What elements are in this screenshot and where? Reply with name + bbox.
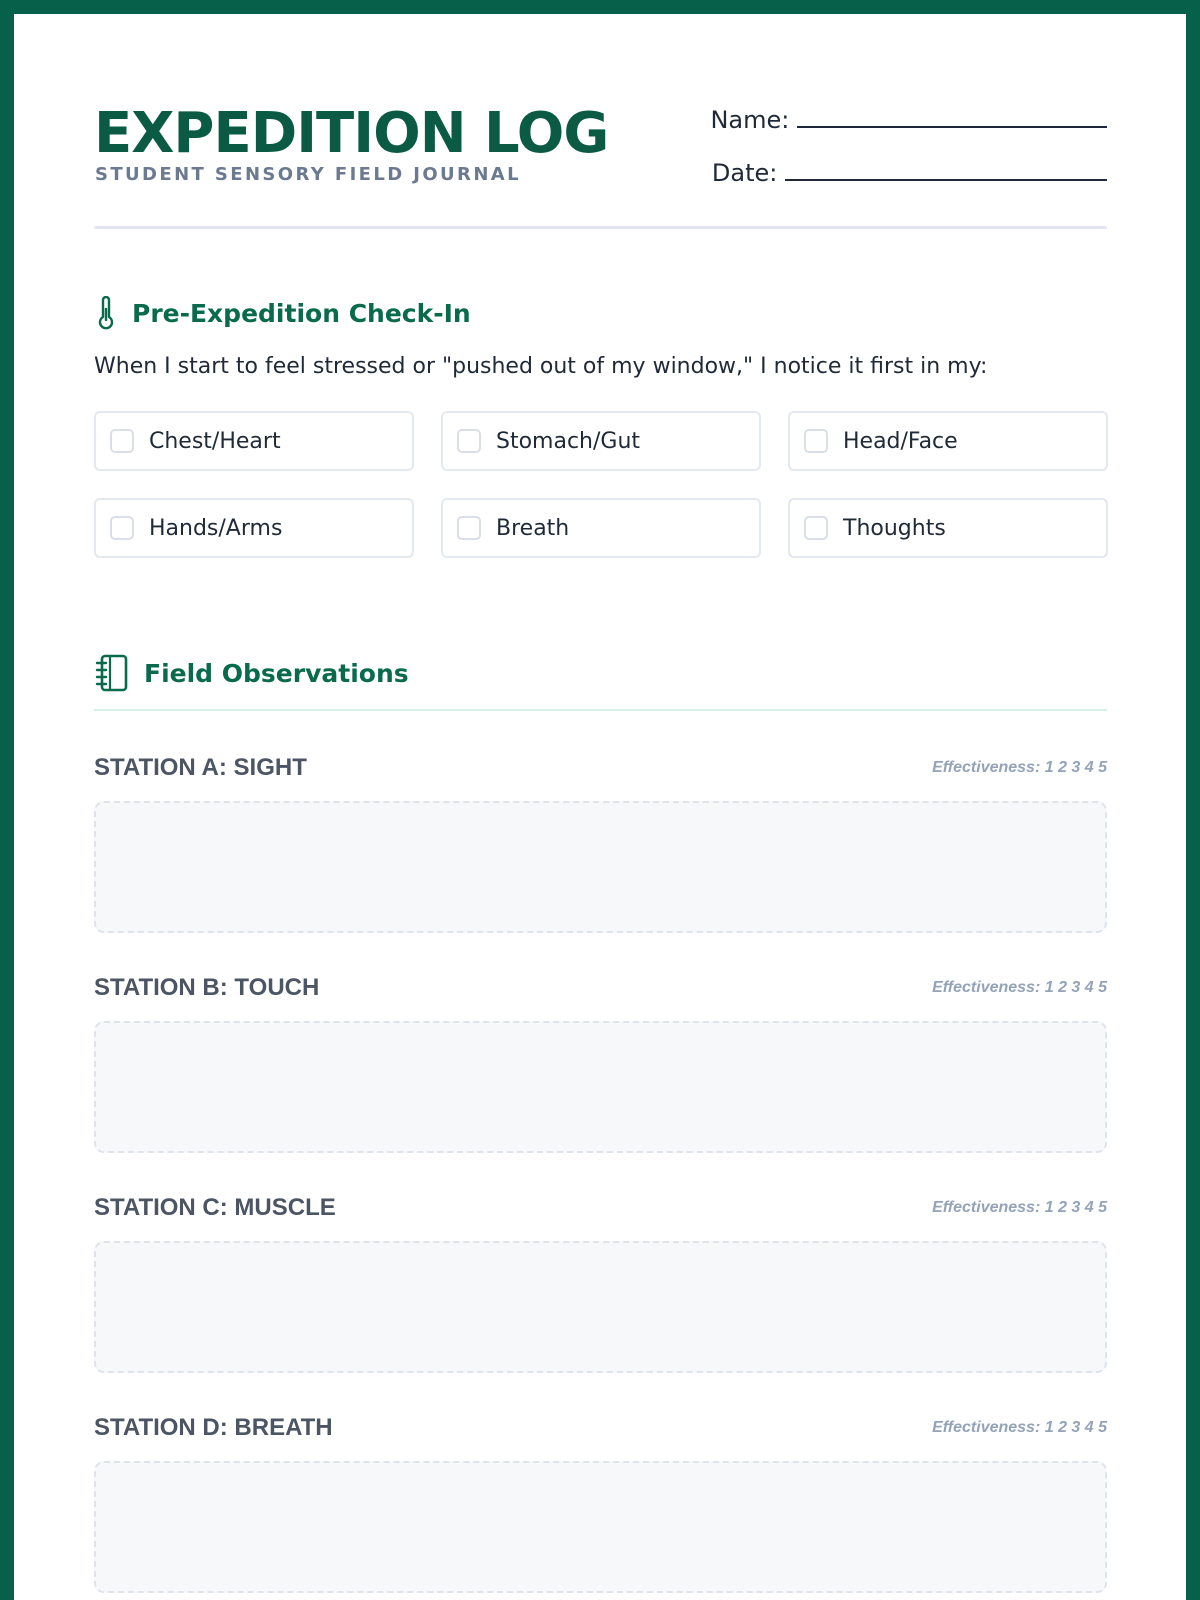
station-header <box>94 753 1107 783</box>
checkbox[interactable] <box>110 429 134 453</box>
effectiveness-scale: Effectiveness: 1 2 3 4 5 <box>932 1419 1107 1436</box>
station-title: STATION C: MUSCLE <box>94 1194 336 1221</box>
station-a-notes[interactable] <box>94 801 1107 933</box>
option-label: Head/Face <box>843 428 958 454</box>
effectiveness-scale: Effectiveness: 1 2 3 4 5 <box>932 759 1107 776</box>
checkbox[interactable] <box>457 429 481 453</box>
checkbox[interactable] <box>457 516 481 540</box>
checkin-heading <box>94 296 471 330</box>
option-breath[interactable] <box>441 498 761 558</box>
station-title: STATION A: SIGHT <box>94 754 307 781</box>
option-label: Chest/Heart <box>149 428 281 454</box>
station-d-notes[interactable] <box>94 1461 1107 1593</box>
name-field[interactable] <box>710 98 1107 151</box>
date-label: Date: <box>711 159 778 187</box>
date-line[interactable] <box>785 151 1107 181</box>
option-label: Breath <box>496 515 570 541</box>
station-c <box>94 1193 1107 1373</box>
station-a <box>94 753 1107 933</box>
page-title: EXPEDITION LOG <box>94 101 609 166</box>
station-b-notes[interactable] <box>94 1021 1107 1153</box>
effectiveness-scale: Effectiveness: 1 2 3 4 5 <box>932 1199 1107 1216</box>
option-label: Stomach/Gut <box>496 428 641 454</box>
station-header <box>94 1193 1107 1223</box>
option-thoughts[interactable] <box>788 498 1108 558</box>
station-header <box>94 973 1107 1003</box>
option-stomach-gut[interactable] <box>441 411 761 471</box>
option-label: Hands/Arms <box>149 515 283 541</box>
thermometer-icon <box>94 296 118 330</box>
observations-heading <box>94 654 409 692</box>
checkbox[interactable] <box>110 516 134 540</box>
station-title: STATION B: TOUCH <box>94 974 320 1001</box>
option-chest-heart[interactable] <box>94 411 414 471</box>
meta-fields <box>710 98 1107 204</box>
notebook-icon <box>94 654 130 692</box>
page-subtitle: STUDENT SENSORY FIELD JOURNAL <box>95 164 521 185</box>
checkin-title: Pre-Expedition Check-In <box>132 298 471 328</box>
checkbox[interactable] <box>804 429 828 453</box>
date-field[interactable] <box>710 151 1107 204</box>
journal-page <box>14 14 1186 1600</box>
checkin-options <box>94 411 1107 558</box>
checkin-prompt: When I start to feel stressed or "pushed out of my window," I notice it first in my: <box>94 354 988 379</box>
page-header <box>94 14 1107 242</box>
observations-divider <box>94 709 1107 711</box>
station-c-notes[interactable] <box>94 1241 1107 1373</box>
header-divider <box>94 226 1107 229</box>
page-content <box>94 14 1107 1441</box>
station-b <box>94 973 1107 1153</box>
option-hands-arms[interactable] <box>94 498 414 558</box>
effectiveness-scale: Effectiveness: 1 2 3 4 5 <box>932 979 1107 996</box>
station-d <box>94 1413 1107 1593</box>
station-title: STATION D: BREATH <box>94 1414 333 1441</box>
observations-title: Field Observations <box>144 658 409 688</box>
name-line[interactable] <box>797 98 1107 128</box>
option-head-face[interactable] <box>788 411 1108 471</box>
name-label: Name: <box>710 106 790 134</box>
option-label: Thoughts <box>843 515 946 541</box>
checkbox[interactable] <box>804 516 828 540</box>
station-header <box>94 1413 1107 1443</box>
